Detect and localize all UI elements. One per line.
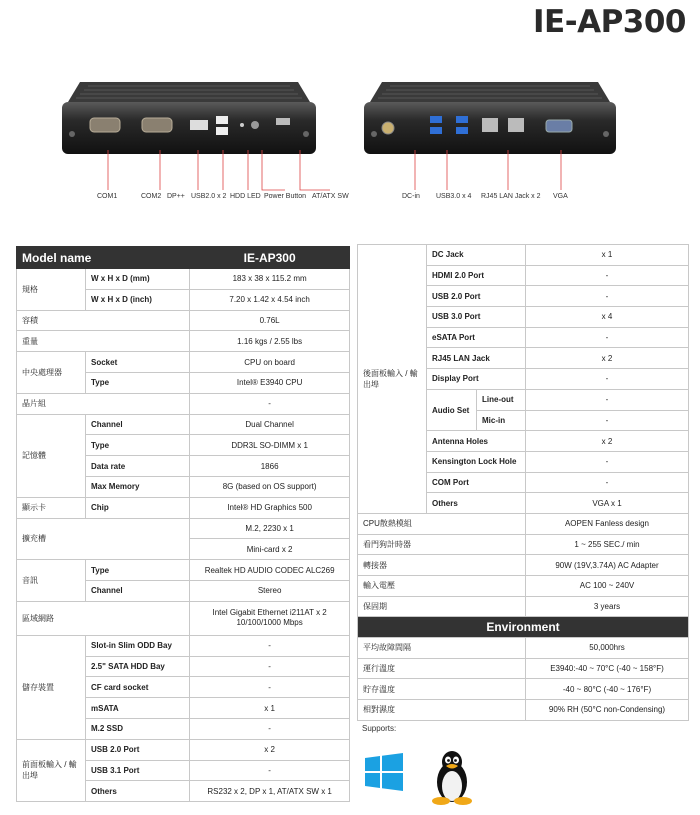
spec-key: Others [86, 781, 190, 802]
spec-category: 運行溫度 [358, 658, 526, 679]
spec-category: 輸入電壓 [358, 576, 526, 597]
spec-key: W x H x D (mm) [86, 269, 190, 290]
spec-key: W x H x D (inch) [86, 289, 190, 310]
spec-value: - [526, 410, 689, 431]
table-header-value: IE-AP300 [190, 247, 350, 269]
spec-value: x 1 [190, 698, 350, 719]
spec-key: Channel [86, 414, 190, 435]
spec-key: Audio Set [427, 389, 477, 430]
spec-key: CF card socket [86, 677, 190, 698]
spec-key: Chip [86, 497, 190, 518]
front-panel-image [58, 80, 320, 160]
spec-category: 轉接器 [358, 555, 526, 576]
spec-value: Mini-card x 2 [190, 539, 350, 560]
spec-value: x 2 [526, 431, 689, 452]
spec-table-left [16, 246, 350, 802]
spec-value: - [190, 393, 350, 414]
windows-logo-icon [365, 753, 403, 791]
spec-category: 前面板輸入 / 輸出埠 [17, 739, 86, 801]
spec-value: 183 x 38 x 115.2 mm [190, 269, 350, 290]
spec-value: - [526, 327, 689, 348]
back-panel-image [360, 80, 620, 160]
spec-value: - [526, 389, 689, 410]
spec-key: Channel [86, 580, 190, 601]
spec-value: - [190, 718, 350, 739]
spec-value: 90W (19V,3.74A) AC Adapter [526, 555, 689, 576]
spec-key: Slot-in Slim ODD Bay [86, 635, 190, 656]
spec-value: 1866 [190, 456, 350, 477]
spec-key: USB 2.0 Port [427, 286, 526, 307]
spec-category: 平均故障間隔 [358, 638, 526, 659]
port-label-at-atx-sw: AT/ATX SW [312, 193, 349, 200]
spec-value: -40 ~ 80°C (-40 ~ 176°F) [526, 679, 689, 700]
port-label-dc-in: DC-in [402, 193, 420, 200]
spec-key: Type [86, 372, 190, 393]
supports-label: Supports: [362, 724, 397, 733]
spec-category: 區域網路 [17, 601, 190, 635]
spec-value: 8G (based on OS support) [190, 476, 350, 497]
spec-category: 擴充槽 [17, 518, 190, 560]
spec-value: 7.20 x 1.42 x 4.54 inch [190, 289, 350, 310]
spec-category: 規格 [17, 269, 86, 311]
spec-category: 看門狗計時器 [358, 534, 526, 555]
spec-value: Intel® HD Graphics 500 [190, 497, 350, 518]
spec-category: 顯示卡 [17, 497, 86, 518]
spec-value: - [526, 286, 689, 307]
spec-key: Type [86, 560, 190, 581]
spec-category: 後面板輸入 / 輸出埠 [358, 245, 427, 514]
spec-value: 1.16 kgs / 2.55 lbs [190, 331, 350, 352]
spec-value: x 2 [190, 739, 350, 760]
spec-value: x 1 [526, 245, 689, 266]
spec-value: - [190, 760, 350, 781]
spec-value: CPU on board [190, 352, 350, 373]
port-label-com1: COM1 [97, 193, 118, 200]
spec-value: Intel Gigabit Ethernet i211AT x 2 10/100/1000 Mbps [190, 601, 350, 635]
spec-key: USB 2.0 Port [86, 739, 190, 760]
spec-category: 儲存裝置 [17, 635, 86, 739]
spec-value: - [190, 656, 350, 677]
linux-tux-icon [430, 748, 474, 806]
spec-category: CPU散熱模組 [358, 513, 526, 534]
spec-category: 中央處理器 [17, 352, 86, 394]
spec-value: 50,000hrs [526, 638, 689, 659]
environment-header: Environment [358, 617, 689, 638]
spec-value: x 4 [526, 307, 689, 328]
spec-category: 晶片組 [17, 393, 190, 414]
spec-value: - [190, 677, 350, 698]
callout-lines [0, 150, 700, 195]
spec-key: Type [86, 435, 190, 456]
spec-value: AC 100 ~ 240V [526, 576, 689, 597]
spec-category: 音訊 [17, 560, 86, 602]
port-label-usb3: USB3.0 x 4 [436, 193, 472, 200]
spec-value: M.2, 2230 x 1 [190, 518, 350, 539]
spec-key: RJ45 LAN Jack [427, 348, 526, 369]
spec-key: 2.5" SATA HDD Bay [86, 656, 190, 677]
spec-key: Others [427, 493, 526, 514]
spec-value: - [190, 635, 350, 656]
spec-key: Antenna Holes [427, 431, 526, 452]
spec-key: USB 3.1 Port [86, 760, 190, 781]
spec-value: Realtek HD AUDIO CODEC ALC269 [190, 560, 350, 581]
spec-key: eSATA Port [427, 327, 526, 348]
spec-value: - [526, 472, 689, 493]
spec-subkey: Line-out [477, 389, 526, 410]
spec-value: 1 ~ 255 SEC./ min [526, 534, 689, 555]
spec-category: 重量 [17, 331, 190, 352]
spec-value: Intel® E3940 CPU [190, 372, 350, 393]
port-label-vga: VGA [553, 193, 568, 200]
spec-key: Max Memory [86, 476, 190, 497]
spec-value: VGA x 1 [526, 493, 689, 514]
spec-value: AOPEN Fanless design [526, 513, 689, 534]
spec-value: - [526, 451, 689, 472]
port-label-hdd-led: HDD LED [230, 193, 261, 200]
spec-value: Stereo [190, 580, 350, 601]
table-header-label: Model name [17, 247, 190, 269]
port-label-power-button: Power Button [264, 193, 307, 200]
port-label-com2: COM2 [141, 193, 162, 200]
port-label-dp: DP++ [167, 193, 185, 200]
model-title: IE-AP300 [533, 4, 686, 40]
spec-value: 90% RH (50°C non-Condensing) [526, 700, 689, 721]
spec-key: M.2 SSD [86, 718, 190, 739]
spec-key: Socket [86, 352, 190, 373]
spec-category: 保固期 [358, 596, 526, 617]
port-label-rj45: RJ45 LAN Jack x 2 [481, 193, 541, 200]
spec-value: Dual Channel [190, 414, 350, 435]
spec-category: 相對濕度 [358, 700, 526, 721]
spec-key: DC Jack [427, 245, 526, 266]
spec-value: - [526, 369, 689, 390]
spec-key: COM Port [427, 472, 526, 493]
spec-category: 容積 [17, 310, 190, 331]
spec-key: Display Port [427, 369, 526, 390]
spec-value: E3940:-40 ~ 70°C (-40 ~ 158°F) [526, 658, 689, 679]
port-label-usb2: USB2.0 x 2 [191, 193, 227, 200]
spec-subkey: Mic-in [477, 410, 526, 431]
spec-key: Data rate [86, 456, 190, 477]
spec-category: 貯存溫度 [358, 679, 526, 700]
spec-value: 0.76L [190, 310, 350, 331]
spec-category: 記憶體 [17, 414, 86, 497]
spec-value: RS232 x 2, DP x 1, AT/ATX SW x 1 [190, 781, 350, 802]
spec-key: USB 3.0 Port [427, 307, 526, 328]
spec-value: x 2 [526, 348, 689, 369]
spec-key: Kensington Lock Hole [427, 451, 526, 472]
spec-value: DDR3L SO-DIMM x 1 [190, 435, 350, 456]
spec-table-right [357, 244, 689, 721]
spec-value: 3 years [526, 596, 689, 617]
spec-key: HDMI 2.0 Port [427, 265, 526, 286]
spec-key: mSATA [86, 698, 190, 719]
spec-value: - [526, 265, 689, 286]
